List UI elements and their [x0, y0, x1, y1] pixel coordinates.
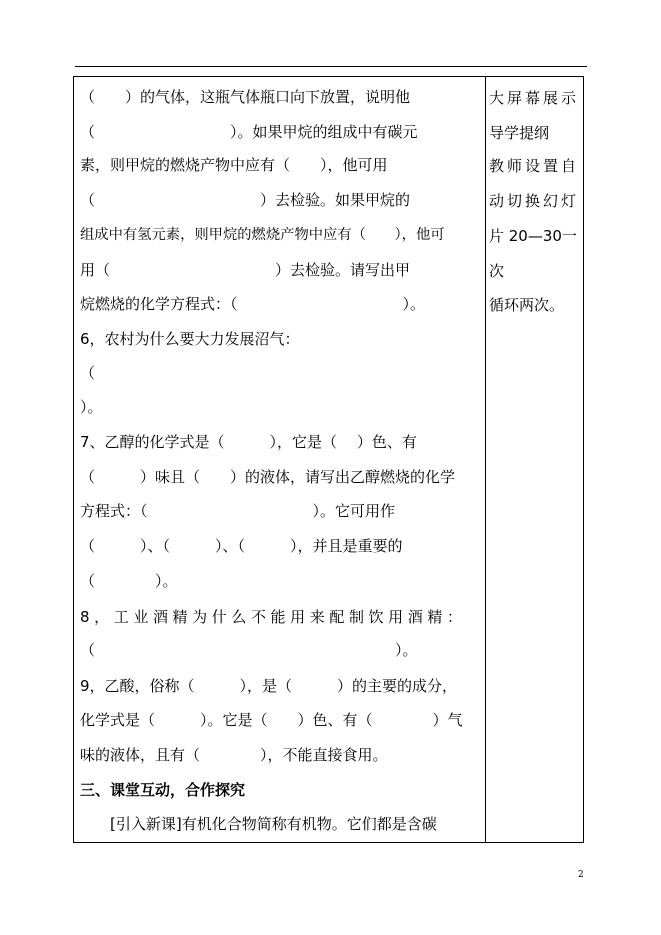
- left-line-19: 化学式是（ ）。它是（ ）色、有（ ）气: [80, 711, 463, 729]
- intro-line: [引入新课]有机化合物简称有机物。它们都是含碳: [80, 815, 437, 833]
- right-line-3: 教师设置自: [489, 157, 580, 175]
- question-7: 7、乙醇的化学式是（ ），它是（ ）色、有: [80, 433, 417, 451]
- header-rule: [75, 66, 587, 67]
- right-line-4: 动切换幻灯: [489, 192, 580, 210]
- page-number: 2: [578, 870, 584, 880]
- left-line-7: 烷燃烧的化学方程式：（ ）。: [80, 295, 426, 313]
- right-line-7: 循环两次。: [489, 296, 565, 314]
- question-8: 8，工业酒精为什么不能用来配制饮用酒精：: [80, 608, 467, 626]
- question-6: 6，农村为什么要大力发展沼气：: [80, 330, 300, 348]
- left-line-14: （ ）、（ ）、（ ），并且是重要的: [80, 537, 403, 555]
- right-line-6: 次: [489, 262, 505, 280]
- left-line-12: （ ）味且（ ）的液体，请写出乙醇燃烧的化学: [80, 468, 456, 486]
- left-line-1: （ ）的气体，这瓶气体瓶口向下放置，说明他: [80, 88, 411, 106]
- right-line-2: 导学提纲: [489, 124, 550, 142]
- question-8-blank: （ ）。: [80, 641, 418, 659]
- left-line-15: （ ）。: [80, 572, 178, 590]
- left-line-20: 味的液体，且有（ ），不能直接食用。: [80, 746, 388, 764]
- left-line-5: 组成中有氢元素，则甲烷的燃烧产物中应有（ ），他可: [80, 227, 445, 243]
- left-line-13: 方程式：（ ）。它可用作: [80, 502, 396, 520]
- left-line-6: 用（ ）去检验。请写出甲: [80, 261, 411, 279]
- question-6-blank-open: （: [80, 364, 96, 382]
- right-line-5: 片 20—30一: [489, 227, 577, 245]
- left-line-3: 素，则甲烷的燃烧产物中应有（ ），他可用: [80, 156, 388, 174]
- right-line-1: 大屏幕展示: [489, 89, 580, 107]
- left-line-4: （ ）去检验。如果甲烷的: [80, 191, 411, 209]
- question-6-blank-close: ）。: [80, 398, 103, 416]
- left-line-2: （ ）。如果甲烷的组成中有碳元: [80, 123, 418, 141]
- column-divider: [485, 76, 486, 843]
- question-9: 9，乙酸，俗称（ ），是（ ）的主要的成分，: [80, 677, 458, 695]
- section-heading: 三、课堂互动，合作探究: [80, 781, 246, 799]
